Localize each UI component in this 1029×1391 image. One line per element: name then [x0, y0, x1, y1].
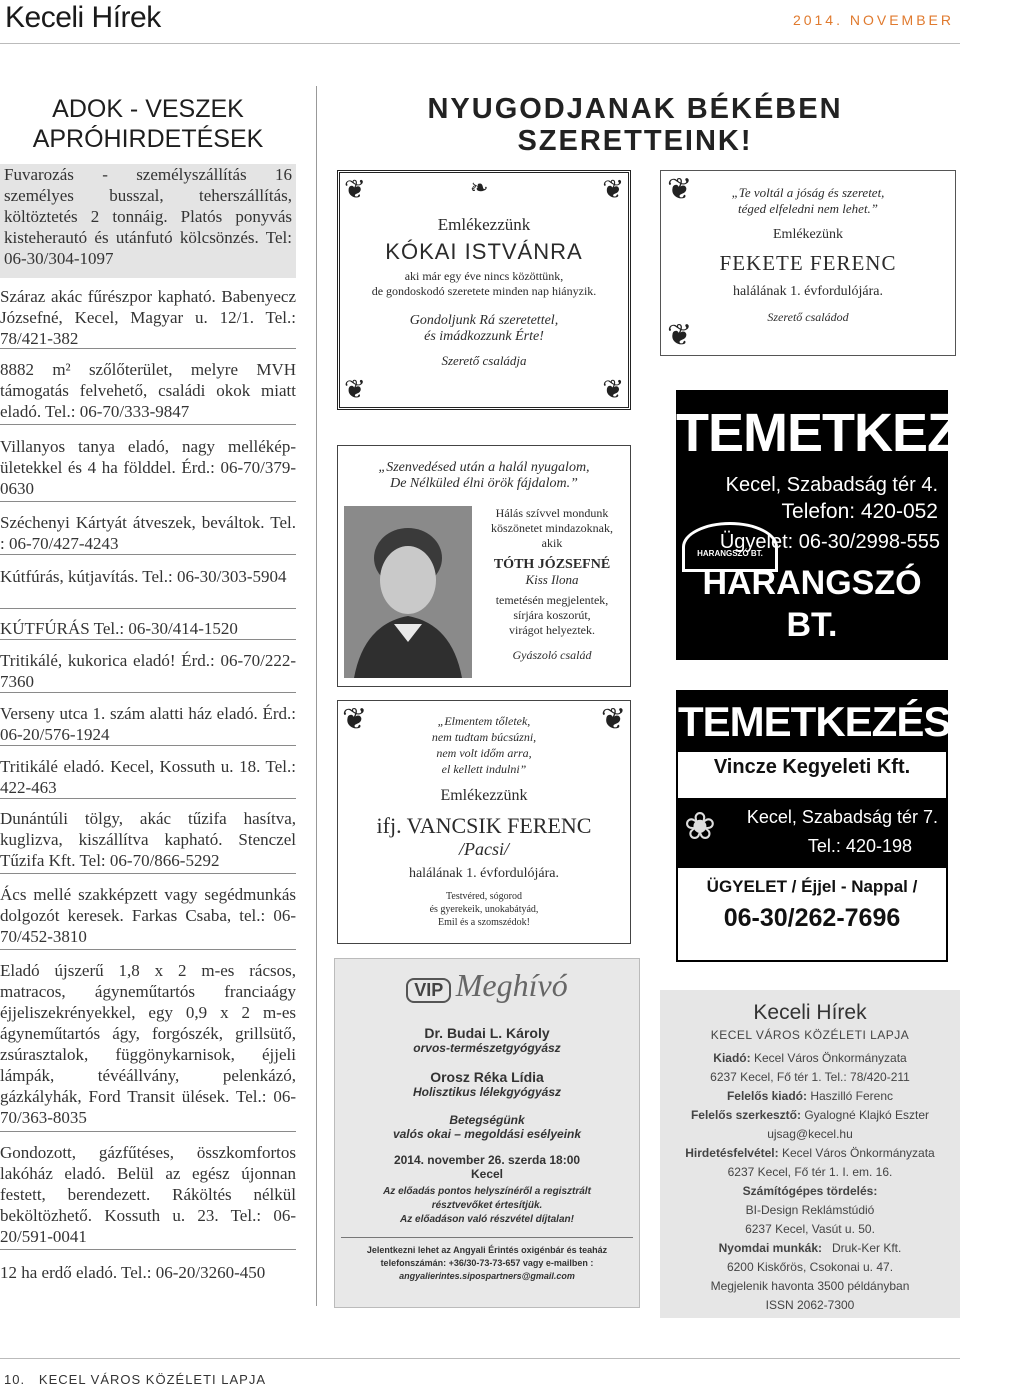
corner-ornament-icon: ❦ [667, 173, 693, 206]
harangszo-name: HARANGSZÓ BT. [702, 564, 922, 644]
vancsik-poem-line: nem tudtam búcsúzni, [431, 730, 537, 744]
vancsik-poem-line: „Elmentem tőletek, [437, 714, 531, 728]
toth-name: TÓTH JÓZSEFNÉ [493, 557, 611, 572]
classified-ad [0, 756, 296, 799]
impressum-label: Kiadó: [713, 1051, 751, 1065]
toth-maiden-name: Kiss Ilona [525, 572, 579, 587]
kokai-quote1: Gondoljunk Rá szeretettel, [409, 313, 559, 328]
ad-text: Eladó újszerű 1,8 x 2 m-es rácsos, matracos, ágyneműtartós franciaágy éjjeliszekrényekkel, egy 0,9 x 2 m-es ágyneműtartós ágy, forgószék, grillsütő, zsúrasztalok, függönykarnisok, éjjeli lámpák, tévéállvány, pelenkázó, gázkályhák, Ford Transit ülések. Tel.: 06-70/363-8035 [0, 961, 296, 1127]
impressum-email: ujsag@kecel.hu [767, 1127, 853, 1141]
toth-thanks-text [478, 506, 626, 663]
corner-ornament-icon: ❦ [667, 319, 693, 352]
kokai-intro: Emlékezzünk [437, 215, 531, 234]
harangszo-phone: Telefon: 420-052 [781, 500, 938, 523]
impressum-value: Druk-Ker Kft. [832, 1241, 902, 1255]
vancsik-sign-line: és gyerekeik, unokabátyád, [429, 904, 539, 915]
fekete-intro: Emlékezünk [773, 227, 843, 242]
impressum-value: Kecel Város Önkormányzata [781, 1146, 935, 1160]
obituary-heading [340, 93, 930, 157]
impressum-print [660, 1239, 960, 1258]
footer-label: KECEL VÁROS KÖZÉLETI LAPJA [38, 1372, 267, 1387]
vincze-phone: Tel.: 420-198 [807, 836, 912, 856]
ad-text: Ács mellé szakképzett vagy segédmunkás dolgozót keresek. Farkas Csaba, tel.: 06-70/452-3810 [0, 885, 296, 946]
vip-logo-badge: VIP [406, 978, 451, 1003]
corner-ornament-icon: ❦ [600, 703, 626, 736]
fekete-signature: Szerető családod [767, 310, 849, 324]
toth-text-line: köszönetet mindazoknak, [491, 521, 613, 535]
vip-speaker2-name: Orosz Réka Lídia [430, 1069, 544, 1085]
issue-date: 2014. NOVEMBER [792, 12, 954, 28]
corner-ornament-icon: ❦ [602, 375, 624, 404]
vip-registration-email: angyalierintes.sipospartners@gmail.com [399, 1271, 575, 1281]
portrait-photo-image [344, 506, 472, 678]
fekete-memorial-box [660, 170, 956, 356]
ad-text: Verseny utca 1. szám alatti ház eladó. Érd.: 06-20/576-1924 [0, 704, 296, 744]
corner-ornament-icon: ❦ [344, 175, 366, 204]
impressum-label: Hirdetésfelvétel: [685, 1146, 779, 1160]
vancsik-poem-line: nem volt időm arra, [436, 746, 532, 760]
classified-ad [0, 566, 296, 609]
toth-thanks-box [337, 445, 631, 687]
vip-topic-line2: valós okai – megoldási esélyeink [392, 1127, 582, 1141]
impressum-box [660, 990, 960, 1318]
impressum-value: Gyalogné Klajkó Eszter [804, 1108, 930, 1122]
classifieds-heading-line1: ADOK - VESZEK [52, 95, 244, 123]
vip-logo-script: Meghívó [455, 967, 568, 1003]
vincze-duty-label: ÜGYELET / Éjjel - Nappal / [706, 877, 918, 896]
ad-text: KÚTFÚRÁS Tel.: 06-30/414-1520 [0, 619, 238, 638]
column-divider [316, 86, 317, 1306]
impressum-label: Felelős szerkesztő: [690, 1108, 801, 1122]
classified-ad [0, 436, 296, 502]
vip-note-line: Az előadáson való részvétel díjtalan! [400, 1214, 574, 1225]
vip-place: Kecel [470, 1167, 504, 1181]
vip-registration-line: Jelentkezni lehet az Angyali Érintés oxigénbár és teaház [366, 1245, 608, 1255]
toth-text-line: virágot helyeztek. [509, 623, 595, 637]
vancsik-memorial-box [337, 700, 631, 944]
impressum-dtp: BI-Design Reklámstúdió [745, 1203, 875, 1217]
ad-text: Fuvarozás - személyszállítás 16 személyes busszal, teherszállítás, költöztetés 2 tonnáig. Platós ponyvás kisteherautó és utánfutó kölcsönzés. Tel: 06-30/304-1097 [4, 165, 292, 268]
vincze-funeral-ad [676, 690, 951, 962]
impressum-frequency: Megjelenik havonta 3500 példányban [710, 1279, 910, 1293]
kokai-line2: de gondoskodó szeretete minden nap hiányzik. [371, 284, 597, 298]
footer [4, 1372, 266, 1387]
impressum-responsible [660, 1087, 960, 1106]
classified-ad [0, 512, 296, 555]
ad-text: Kútfúrás, kútjavítás. Tel.: 06-30/303-5904 [0, 567, 287, 586]
impressum-dtp-label: Számítógépes tördelés: [742, 1184, 878, 1198]
vincze-title: TEMETKEZÉS [678, 692, 946, 752]
fekete-quote1: „Te voltál a jóság és szeretet, [731, 185, 885, 200]
classified-ad [0, 286, 296, 349]
vancsik-nickname: /Pacsi/ [459, 839, 509, 859]
impressum-label: Nyomdai munkák: [718, 1241, 822, 1255]
classified-ad [0, 884, 296, 950]
vip-registration-line: telefonszámán: +36/30-73-73-657 vagy e-mailben : [380, 1258, 594, 1268]
harangszo-title: TEMETKEZÉS [676, 403, 1029, 463]
vip-note-line: résztvevőket értesítjük. [431, 1200, 543, 1211]
ad-text: Száraz akác fűrészpor kapható. Babenyecz Józsefné, Kecel, Magyar u. 12/1. Tel.: 78/421-382 [0, 287, 296, 348]
vancsik-anniversary: halálának 1. évfordulójára. [408, 866, 560, 881]
kokai-signature: Szerető családja [441, 353, 527, 368]
toth-quote1: „Szenvedésed után a halál nyugalom, [378, 460, 590, 475]
ad-text: Dunántúli tölgy, akác tűzifa hasítva, kuglizva, kiszállítva kapható. Stenczel Tűzifa Kft. Tel: 06-70/866-5292 [0, 809, 296, 870]
vancsik-sign-line: Emil és a szomszédok! [438, 917, 530, 928]
page-number: 10. [4, 1372, 26, 1387]
classified-ad [0, 650, 296, 693]
toth-text-line: akik [541, 536, 563, 550]
vincze-subtitle: Vincze Kegyeleti Kft. [713, 756, 911, 778]
fekete-name: FEKETE FERENC [719, 251, 897, 275]
top-ornament-icon: ❧ [470, 175, 489, 200]
corner-ornament-icon: ❦ [344, 375, 366, 404]
toth-signature: Gyászoló család [512, 648, 592, 662]
obituary-heading-line2: SZERETTEINK! [517, 125, 753, 157]
impressum-ads-address: 6237 Kecel, Fő tér 1. I. em. 16. [727, 1165, 893, 1179]
classifieds-heading-line2: APRÓHIRDETÉSEK [32, 125, 264, 153]
impressum-value: Kecel Város Önkormányzata [753, 1051, 907, 1065]
impressum-issn: ISSN 2062-7300 [765, 1298, 855, 1312]
toth-quote2: De Nélküled élni örök fájdalom.” [390, 476, 578, 491]
kokai-quote2: és imádkozzunk Érte! [424, 329, 544, 344]
toth-text-line: sírjára koszorút, [513, 608, 591, 622]
vincze-address: Kecel, Szabadság tér 7. [746, 807, 938, 827]
newspaper-title: Keceli Hírek [5, 1, 161, 34]
impressum-label: Felelős kiadó: [726, 1089, 807, 1103]
ad-text: Gondozott, gázfűtéses, összkomfortos lakóház eladó. Belül az egész újonnan festett, berendezett. Ráköltés nélkül beköltözhető. Kossuth u. 23. Tel.: 06-20/591-0041 [0, 1143, 296, 1246]
impressum-publisher [660, 1049, 960, 1068]
classified-ad [0, 359, 296, 425]
corner-ornament-icon: ❦ [342, 703, 368, 736]
ad-text: Villanyos tanya eladó, nagy melléképületekkel és 4 ha földdel. Érd.: 06-70/379-0630 [0, 437, 296, 498]
vancsik-poem [338, 713, 630, 777]
impressum-dtp-address: 6237 Kecel, Vasút u. 50. [745, 1222, 875, 1236]
impressum-subtitle: KECEL VÁROS KÖZÉLETI LAPJA [710, 1028, 910, 1042]
harangszo-duty-phone: Ügyelet: 06-30/2998-555 [719, 531, 940, 553]
kokai-line1: aki már egy éve nincs közöttünk, [404, 269, 564, 283]
vip-note-line: Az előadás pontos helyszínéről a regisztrált [383, 1186, 591, 1197]
portrait-photo [344, 506, 472, 678]
ad-text: Tritikálé eladó. Kecel, Kossuth u. 18. Tel.: 422-463 [0, 757, 296, 797]
kokai-name: KÓKAI ISTVÁNRA [385, 239, 583, 264]
vip-speaker1-role: orvos-természetgyógyász [413, 1041, 561, 1055]
bell-logo-icon [682, 522, 778, 572]
classified-ad [0, 703, 296, 746]
vancsik-name: ifj. VANCSIK FERENC [376, 813, 592, 838]
vip-logo [335, 967, 639, 1007]
vancsik-signature [338, 890, 630, 929]
obituary-heading-line1: NYUGODJANAK BÉKÉBEN [427, 93, 843, 125]
impressum-title: Keceli Hírek [753, 1001, 867, 1024]
classified-ad [0, 1142, 296, 1250]
toth-text-line: Hálás szívvel mondunk [495, 506, 609, 520]
vip-invitation [334, 958, 640, 1308]
ad-text: Széchenyi Kártyát átveszek, beváltok. Tel. : 06-70/427-4243 [0, 513, 296, 553]
vincze-duty-phone: 06-30/262-7696 [723, 904, 901, 932]
harangszo-address: Kecel, Szabadság tér 4. [725, 474, 938, 496]
vancsik-sign-line: Testvéred, sógorod [446, 891, 522, 902]
fekete-quote2: téged elfeledni nem lehet.” [737, 201, 879, 216]
fekete-anniversary: halálának 1. évfordulójára. [732, 284, 884, 299]
toth-text-line: temetésén megjelentek, [495, 593, 609, 607]
vip-topic-line1: Betegségünk [449, 1113, 525, 1127]
impressum-ads [660, 1144, 960, 1163]
ad-text: 12 ha erdő eladó. Tel.: 06-20/3260-450 [0, 1263, 266, 1282]
kokai-memorial-box [337, 170, 631, 410]
classified-ad [0, 960, 296, 1132]
classifieds-heading [0, 94, 296, 154]
vip-registration [341, 1237, 633, 1283]
impressum-print-address: 6200 Kiskőrös, Csokonai u. 47. [726, 1260, 894, 1274]
footer-divider [0, 1358, 960, 1359]
vip-speaker2-role: Holisztikus lélekgyógyász [412, 1085, 562, 1099]
ad-text: Tritikálé, kukorica eladó! Érd.: 06-70/222-7360 [0, 651, 296, 691]
vip-speaker1-name: Dr. Budai L. Károly [424, 1025, 550, 1041]
classified-ad [0, 164, 296, 278]
rose-icon: ❀ [684, 806, 716, 848]
impressum-publisher-address: 6237 Kecel, Fő tér 1. Tel.: 78/420-211 [710, 1070, 910, 1084]
vincze-contact-band [678, 798, 946, 868]
ad-text: 8882 m² szőlőterület, melyre MVH támogatás felvehető, családi okok miatt eladó. Tel.: 06-70/333-9847 [0, 360, 296, 421]
harangszo-logo-text: HARANGSZÓ BT. [697, 549, 763, 558]
vancsik-intro: Emlékezzünk [440, 787, 528, 804]
classified-ad [0, 1262, 296, 1305]
classified-ad [0, 618, 296, 640]
vip-notes [335, 1185, 639, 1227]
impressum-value: Haszilló Ferenc [810, 1089, 894, 1103]
harangszo-funeral-ad [676, 390, 1029, 660]
classified-ad [0, 808, 296, 874]
impressum-editor [660, 1106, 960, 1125]
vip-date: 2014. november 26. szerda 18:00 [393, 1153, 581, 1167]
corner-ornament-icon: ❦ [602, 175, 624, 204]
header-divider [0, 43, 960, 44]
vancsik-poem-line: el kellett indulni” [441, 762, 527, 776]
